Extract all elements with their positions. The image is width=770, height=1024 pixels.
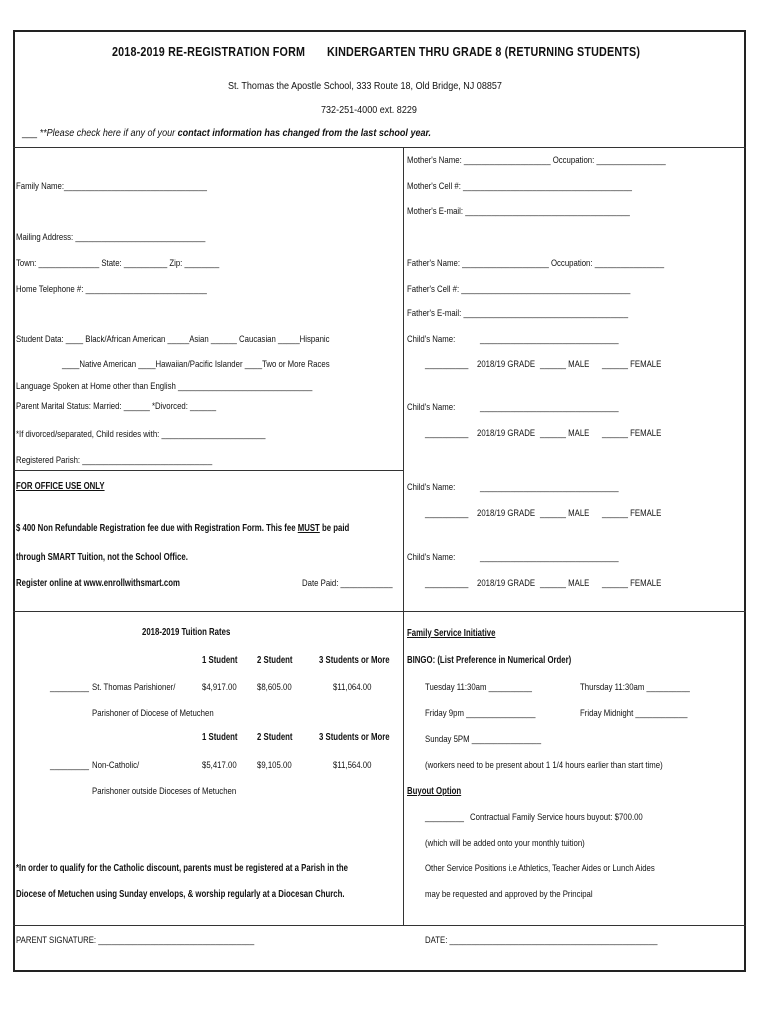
parishioner-rate-2: $8,605.00 <box>257 682 292 693</box>
mother-name-field[interactable]: Mother's Name: ____________________ Occupation: ________________ <box>407 155 666 166</box>
parishioner-rate-1: $4,917.00 <box>202 682 237 693</box>
bingo-tuesday-field[interactable]: Tuesday 11:30am __________ <box>425 682 532 693</box>
contact-change-checkbox[interactable]: ___ <box>22 127 38 139</box>
school-address: St. Thomas the Apostle School, 333 Route 18, Old Bridge, NJ 08857 <box>228 80 502 92</box>
buyout-heading: Buyout Option <box>407 786 462 797</box>
child-2-grade-label: 2018/19 GRADE <box>477 428 536 439</box>
child-4-male-field[interactable]: ______ MALE <box>540 578 590 589</box>
child-4-grade-label: 2018/19 GRADE <box>477 578 536 589</box>
child-3-grade-label: 2018/19 GRADE <box>477 508 536 519</box>
family-service-heading: Family Service Initiative <box>407 628 496 639</box>
child-4-name-field[interactable]: ________________________________ <box>480 552 619 563</box>
child-resides-with-field[interactable]: *If divorced/separated, Child resides with: ________________________ <box>16 429 266 440</box>
non-catholic-sublabel: Parishoner outside Dioceses of Metuchen <box>92 786 237 797</box>
parishioner-label: St. Thomas Parishioner/ <box>92 682 176 693</box>
bingo-sunday-field[interactable]: Sunday 5PM ________________ <box>425 734 542 745</box>
bingo-friday-midnight-field[interactable]: Friday Midnight ____________ <box>580 708 688 719</box>
child-1-grade-field[interactable]: __________ <box>425 359 469 370</box>
signature-date-field[interactable]: DATE: ________________________________________________ <box>425 935 658 946</box>
parishioner-sublabel: Parishoner of Diocese of Metuchen <box>92 708 214 719</box>
child-3-name-label: Child's Name: <box>407 482 456 493</box>
child-3-female-field[interactable]: ______ FEMALE <box>602 508 662 519</box>
child-3-grade-field[interactable]: __________ <box>425 508 469 519</box>
registration-fee-note-end: be paid <box>319 523 350 534</box>
child-4-grade-field[interactable]: __________ <box>425 578 469 589</box>
office-divider <box>13 470 403 471</box>
father-email-field[interactable]: Father's E-mail: ______________________________________ <box>407 308 629 319</box>
child-2-female-field[interactable]: ______ FEMALE <box>602 428 662 439</box>
registration-form-frame <box>13 30 746 972</box>
parishioner-rate-3: $11,064.00 <box>333 682 372 693</box>
child-4-name-label: Child's Name: <box>407 552 456 563</box>
child-1-female-field[interactable]: ______ FEMALE <box>602 359 662 370</box>
register-online-link[interactable]: Register online at www.enrollwithsmart.com <box>16 578 180 589</box>
office-use-heading: FOR OFFICE USE ONLY <box>16 481 105 492</box>
bingo-thursday-field[interactable]: Thursday 11:30am __________ <box>580 682 690 693</box>
center-divider <box>403 147 404 925</box>
grade-range-title: KINDERGARTEN THRU GRADE 8 (RETURNING STUDENTS) <box>327 45 641 59</box>
child-2-name-label: Child's Name: <box>407 402 456 413</box>
non-catholic-rate-3: $11,564.00 <box>333 760 372 771</box>
principal-approval-note: may be requested and approved by the Principal <box>425 889 593 900</box>
mailing-address-field[interactable]: Mailing Address: ______________________________ <box>16 232 206 243</box>
language-field[interactable]: Language Spoken at Home other than English _______________________________ <box>16 381 313 392</box>
header-divider <box>13 147 746 148</box>
student-data-row-2[interactable]: ____Native American ____Hawaiian/Pacific Islander ____Two or More Races <box>62 359 330 370</box>
bingo-friday-pm-field[interactable]: Friday 9pm ________________ <box>425 708 536 719</box>
non-catholic-rate-2: $9,105.00 <box>257 760 292 771</box>
tuition-divider <box>13 611 746 612</box>
child-3-name-field[interactable]: ________________________________ <box>480 482 619 493</box>
parishioner-checkbox[interactable]: _________ <box>50 682 90 693</box>
registration-fee-note-start: $ 400 Non Refundable Registration fee due with Registration Form. This fee <box>16 523 298 534</box>
registration-fee-note <box>16 523 349 534</box>
marital-status-field[interactable]: Parent Marital Status: Married: ______ *Divorced: ______ <box>16 401 217 412</box>
parent-signature-field[interactable]: PARENT SIGNATURE: ____________________________________ <box>16 935 255 946</box>
child-4-female-field[interactable]: ______ FEMALE <box>602 578 662 589</box>
other-positions-note: Other Service Positions i.e Athletics, Teacher Aides or Lunch Aides <box>425 863 655 874</box>
child-1-name-field[interactable]: ________________________________ <box>480 334 619 345</box>
non-catholic-rate-1: $5,417.00 <box>202 760 237 771</box>
date-paid-field[interactable]: Date Paid: ____________ <box>302 578 393 589</box>
signature-divider <box>13 925 746 926</box>
buyout-note: (which will be added onto your monthly tuition) <box>425 838 585 849</box>
bingo-heading: BINGO: (List Preference in Numerical Order) <box>407 655 572 666</box>
catholic-discount-note-1: *In order to qualify for the Catholic discount, parents must be registered at a Parish in the <box>16 863 348 874</box>
form-title: 2018-2019 RE-REGISTRATION FORM <box>112 45 306 59</box>
child-2-male-field[interactable]: ______ MALE <box>540 428 590 439</box>
tuition-heading: 2018-2019 Tuition Rates <box>142 627 231 638</box>
child-1-grade-label: 2018/19 GRADE <box>477 359 536 370</box>
tuition-col-3-students-repeat: 3 Students or More <box>319 732 390 743</box>
student-data-row-1[interactable]: Student Data: ____ Black/African American _____Asian ______ Caucasian _____Hispanic <box>16 334 330 345</box>
tuition-col-3-students: 3 Students or More <box>319 655 390 666</box>
child-3-male-field[interactable]: ______ MALE <box>540 508 590 519</box>
tuition-col-2-student-repeat: 2 Student <box>257 732 293 743</box>
child-1-male-field[interactable]: ______ MALE <box>540 359 590 370</box>
non-catholic-checkbox[interactable]: _________ <box>50 760 90 771</box>
school-phone: 732-251-4000 ext. 8229 <box>321 104 417 116</box>
father-cell-field[interactable]: Father's Cell #: _______________________________________ <box>407 284 631 295</box>
tuition-col-1-student: 1 Student <box>202 655 238 666</box>
mother-cell-field[interactable]: Mother's Cell #: _______________________________________ <box>407 181 633 192</box>
home-telephone-field[interactable]: Home Telephone #: ____________________________ <box>16 284 207 295</box>
non-catholic-label: Non-Catholic/ <box>92 760 140 771</box>
buyout-text: Contractual Family Service hours buyout: $700.00 <box>470 812 643 823</box>
tuition-col-1-student-repeat: 1 Student <box>202 732 238 743</box>
contact-change-note-start: **Please check here if any of your <box>39 127 178 139</box>
tuition-col-2-student: 2 Student <box>257 655 293 666</box>
workers-note: (workers need to be present about 1 1/4 hours earlier than start time) <box>425 760 663 771</box>
smart-tuition-note: through SMART Tuition, not the School Office. <box>16 552 188 563</box>
family-name-field[interactable]: Family Name:_________________________________ <box>16 181 208 192</box>
registration-fee-must: MUST <box>297 523 320 534</box>
buyout-checkbox[interactable]: _________ <box>425 812 465 823</box>
father-name-field[interactable]: Father's Name: ____________________ Occupation: ________________ <box>407 258 665 269</box>
child-2-name-field[interactable]: ________________________________ <box>480 402 619 413</box>
child-2-grade-field[interactable]: __________ <box>425 428 469 439</box>
town-state-zip-field[interactable]: Town: ______________ State: __________ Zip: ________ <box>16 258 220 269</box>
mother-email-field[interactable]: Mother's E-mail: ______________________________________ <box>407 206 630 217</box>
contact-change-note-end: contact information has changed from the last school year. <box>177 127 432 139</box>
child-1-name-label: Child's Name: <box>407 334 456 345</box>
contact-change-note <box>22 127 431 139</box>
catholic-discount-note-2: Diocese of Metuchen using Sunday envelops, & worship regularly at a Diocesan Church. <box>16 889 345 900</box>
registered-parish-field[interactable]: Registered Parish: ______________________________ <box>16 455 213 466</box>
